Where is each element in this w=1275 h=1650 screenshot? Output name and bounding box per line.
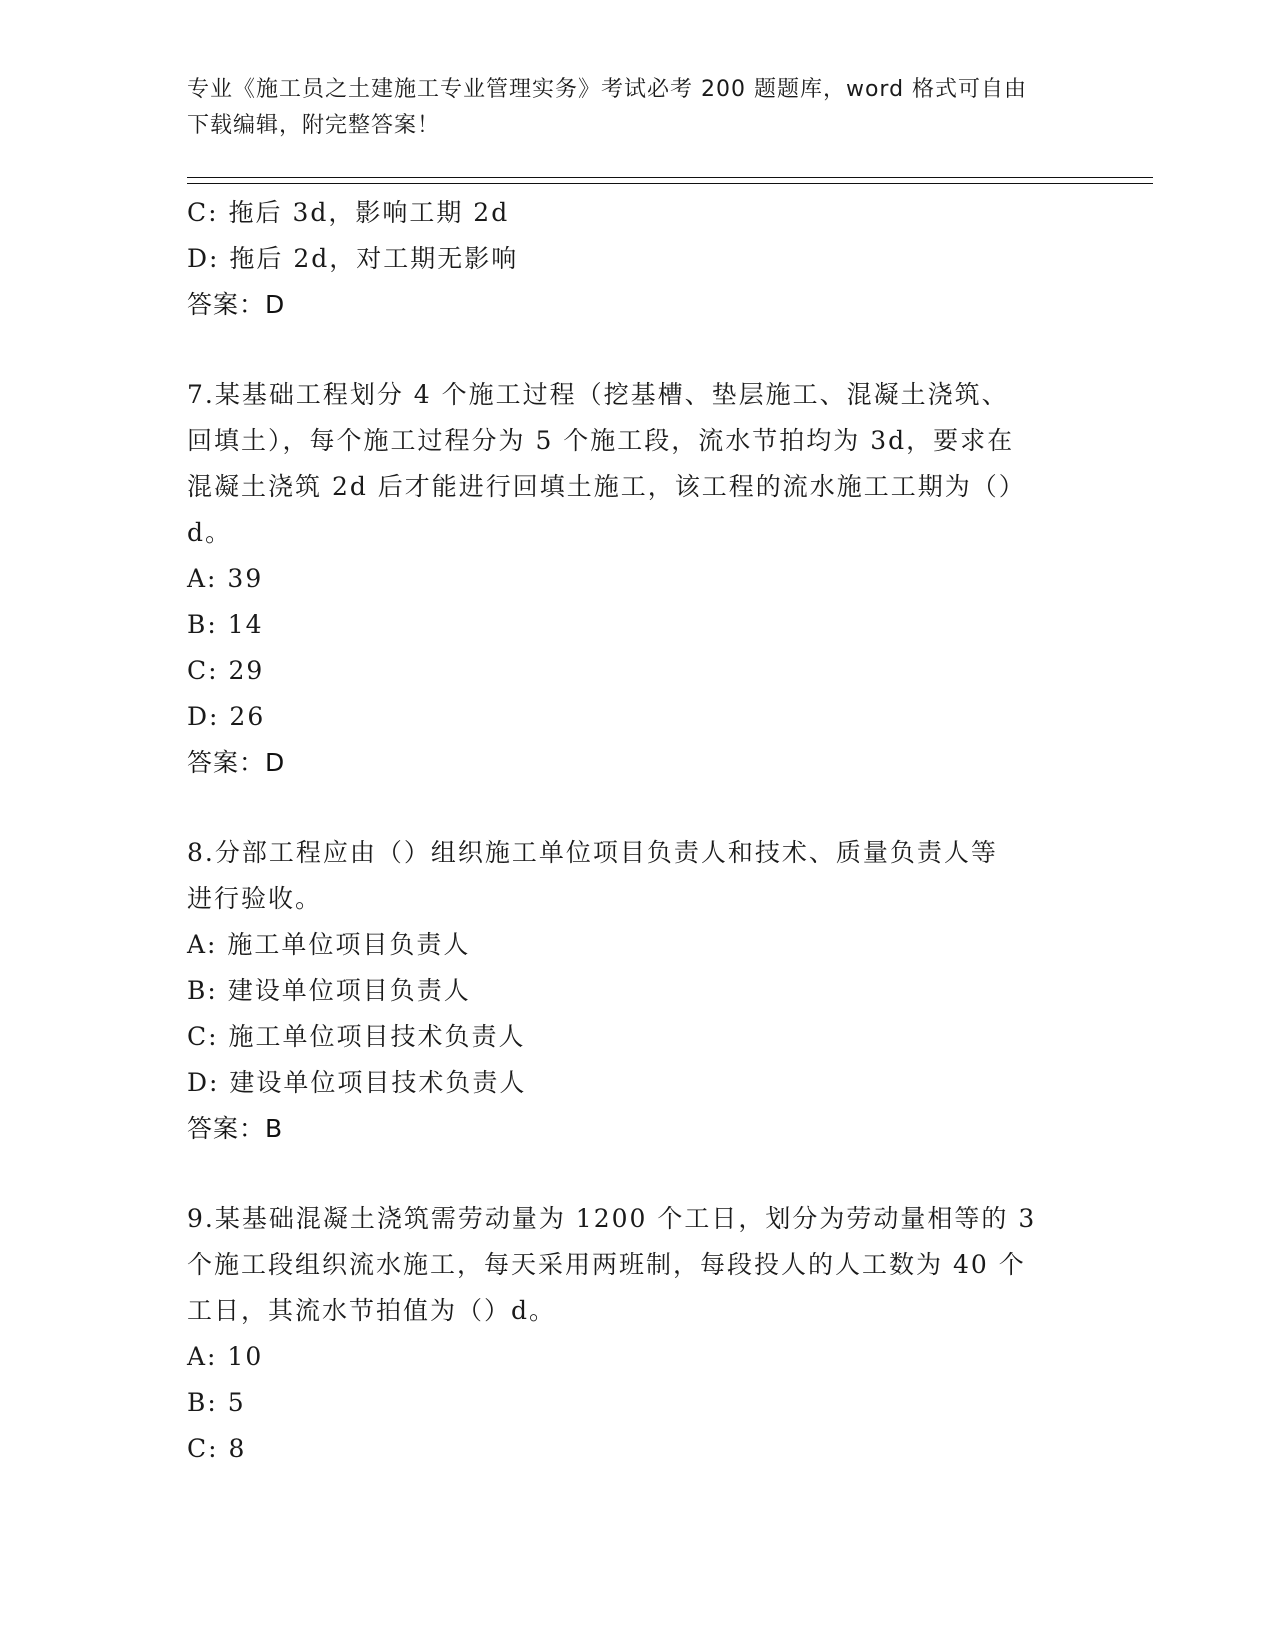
header-line-1: 专业《施工员之土建施工专业管理实务》考试必考 200 题题库，word 格式可自由 — [187, 77, 1028, 102]
question-text-line: 8.分部工程应由（）组织施工单位项目负责人和技术、质量负责人等 — [187, 838, 998, 867]
question-6-tail — [187, 190, 1067, 328]
option-c: C: 8 — [187, 1434, 247, 1463]
option-d: D: 建设单位项目技术负责人 — [187, 1068, 527, 1097]
header-rule-top — [187, 177, 1153, 178]
option-a: A: 10 — [187, 1342, 264, 1371]
question-9 — [187, 1196, 1067, 1472]
question-text-line: 7.某基础工程划分 4 个施工过程（挖基槽、垫层施工、混凝土浇筑、 — [187, 380, 1009, 409]
question-7 — [187, 372, 1067, 786]
option-a: A: 施工单位项目负责人 — [187, 930, 471, 959]
question-content — [187, 190, 1067, 1472]
option-c: C: 拖后 3d，影响工期 2d — [187, 198, 510, 227]
option-b: B: 建设单位项目负责人 — [187, 976, 471, 1005]
question-text-line: d。 — [187, 518, 233, 547]
option-c: C: 29 — [187, 656, 265, 685]
option-d: D: 拖后 2d，对工期无影响 — [187, 244, 519, 273]
option-d: D: 26 — [187, 702, 266, 731]
question-text-line: 回填土），每个施工过程分为 5 个施工段，流水节拍均为 3d，要求在 — [187, 426, 1015, 455]
answer-line: 答案：B — [187, 1114, 284, 1143]
option-a: A: 39 — [187, 564, 264, 593]
answer-line: 答案：D — [187, 748, 286, 777]
answer-line: 答案：D — [187, 290, 286, 319]
option-b: B: 14 — [187, 610, 264, 639]
question-text-line: 混凝土浇筑 2d 后才能进行回填土施工，该工程的流水施工工期为（） — [187, 472, 1026, 501]
question-text-line: 9.某基础混凝土浇筑需劳动量为 1200 个工日，划分为劳动量相等的 3 — [187, 1204, 1037, 1233]
question-text-line: 进行验收。 — [187, 884, 323, 913]
question-text-line: 工日，其流水节拍值为（）d。 — [187, 1296, 557, 1325]
question-text-line: 个施工段组织流水施工，每天采用两班制，每段投人的人工数为 40 个 — [187, 1250, 1026, 1279]
option-c: C: 施工单位项目技术负责人 — [187, 1022, 526, 1051]
header-rule-bottom — [187, 183, 1153, 184]
option-b: B: 5 — [187, 1388, 246, 1417]
header-line-2: 下载编辑，附完整答案！ — [187, 113, 441, 138]
question-8 — [187, 830, 1067, 1152]
page-header — [187, 72, 1087, 144]
